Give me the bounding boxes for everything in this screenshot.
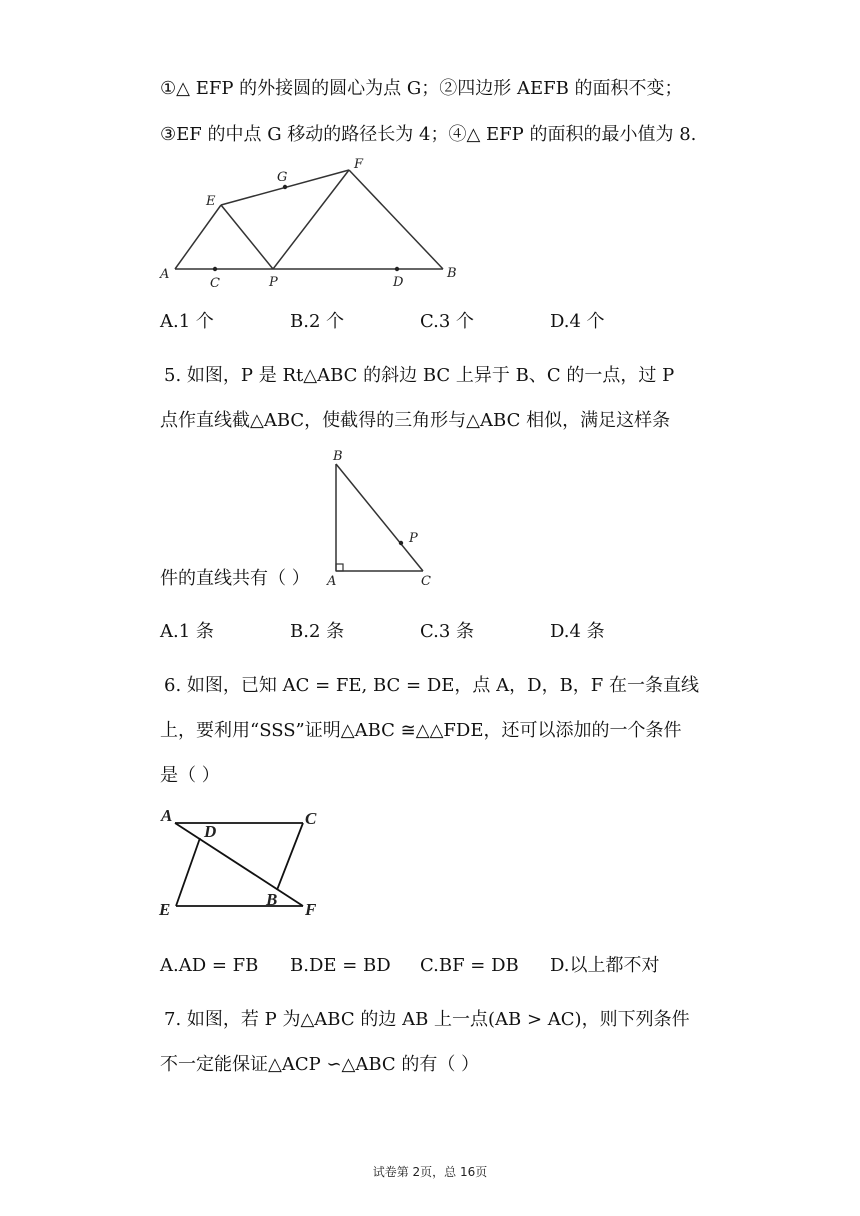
q5-option-b[interactable]: B.2 条 (290, 621, 345, 642)
page-footer: 试卷第 2页，总 16页 (372, 1165, 488, 1179)
q4-label-c: C (210, 276, 220, 291)
q4-statement-line2: ③EF 的中点 G 移动的路径长为 4；④△ EFP 的面积的最小值为 8. (160, 124, 697, 145)
q5-line2: 点作直线截△ABC，使截得的三角形与△ABC 相似，满足这样条 (160, 410, 671, 431)
q5-figure (325, 447, 445, 587)
q4-figure (155, 157, 475, 291)
q6-label-f: F (305, 900, 317, 919)
q4-label-d: D (393, 275, 404, 290)
q7-line2: 不一定能保证△ACP ∽△ABC 的有（ ） (160, 1054, 480, 1075)
q4-segment-fb (349, 170, 443, 269)
q6-line2: 上，要利用“SSS”证明△ABC ≅△△FDE，还可以添加的一个条件 (160, 720, 682, 741)
q6-label-c: C (305, 809, 317, 828)
q6-line3: 是（ ） (160, 765, 220, 786)
q5-line1: 5. 如图，P 是 Rt△ABC 的斜边 BC 上异于 B、C 的一点，过 P (164, 365, 675, 386)
q5-line3: 件的直线共有（ ） (160, 568, 310, 589)
q4-option-a[interactable]: A.1 个 (160, 311, 214, 332)
q7-line1: 7. 如图，若 P 为△ABC 的边 AB 上一点(AB > AC)，则下列条件 (164, 1009, 690, 1030)
q5-segment-bc (336, 464, 423, 571)
q4-label-b: B (447, 266, 457, 281)
q5-label-a: A (327, 574, 337, 589)
q5-option-d[interactable]: D.4 条 (550, 621, 605, 642)
q5-option-c[interactable]: C.3 条 (420, 621, 475, 642)
q6-figure (155, 802, 335, 922)
q6-option-a[interactable]: A.AD = FB (160, 955, 259, 976)
q4-segment-ae (175, 205, 221, 269)
q4-label-g: G (277, 170, 288, 185)
q4-option-d[interactable]: D.4 个 (550, 311, 605, 332)
q4-label-p: P (269, 275, 278, 290)
q4-option-b[interactable]: B.2 个 (290, 311, 345, 332)
q5-option-a[interactable]: A.1 条 (160, 621, 214, 642)
q4-label-e: E (206, 194, 216, 209)
q5-right-angle-mark (336, 564, 343, 571)
q4-label-a: A (160, 267, 170, 282)
q6-option-d[interactable]: D.以上都不对 (550, 955, 660, 976)
q4-segment-ep (221, 205, 273, 269)
q4-point-g (283, 185, 287, 189)
q6-label-a: A (161, 806, 173, 825)
q6-segment-cb (277, 823, 303, 890)
q5-label-c: C (421, 574, 431, 589)
q6-line1: 6. 如图，已知 AC = FE, BC = DE，点 A，D，B，F 在一条直线 (164, 675, 700, 696)
q5-point-p (399, 541, 403, 545)
q6-label-d: D (204, 822, 217, 841)
q4-statement-line1: ①△ EFP 的外接圆的圆心为点 G；②四边形 AEFB 的面积不变； (160, 78, 683, 99)
q6-segment-af (175, 823, 303, 906)
q5-label-p: P (409, 531, 418, 546)
q6-label-b: B (266, 890, 278, 909)
q6-option-c[interactable]: C.BF = DB (420, 955, 519, 976)
q4-point-d (395, 267, 399, 271)
q4-point-c (213, 267, 217, 271)
q5-label-b: B (333, 449, 343, 464)
q4-label-f: F (354, 157, 364, 172)
q6-option-b[interactable]: B.DE = BD (290, 955, 391, 976)
q6-segment-ed (176, 838, 200, 906)
q4-option-c[interactable]: C.3 个 (420, 311, 475, 332)
q6-label-e: E (159, 900, 171, 919)
